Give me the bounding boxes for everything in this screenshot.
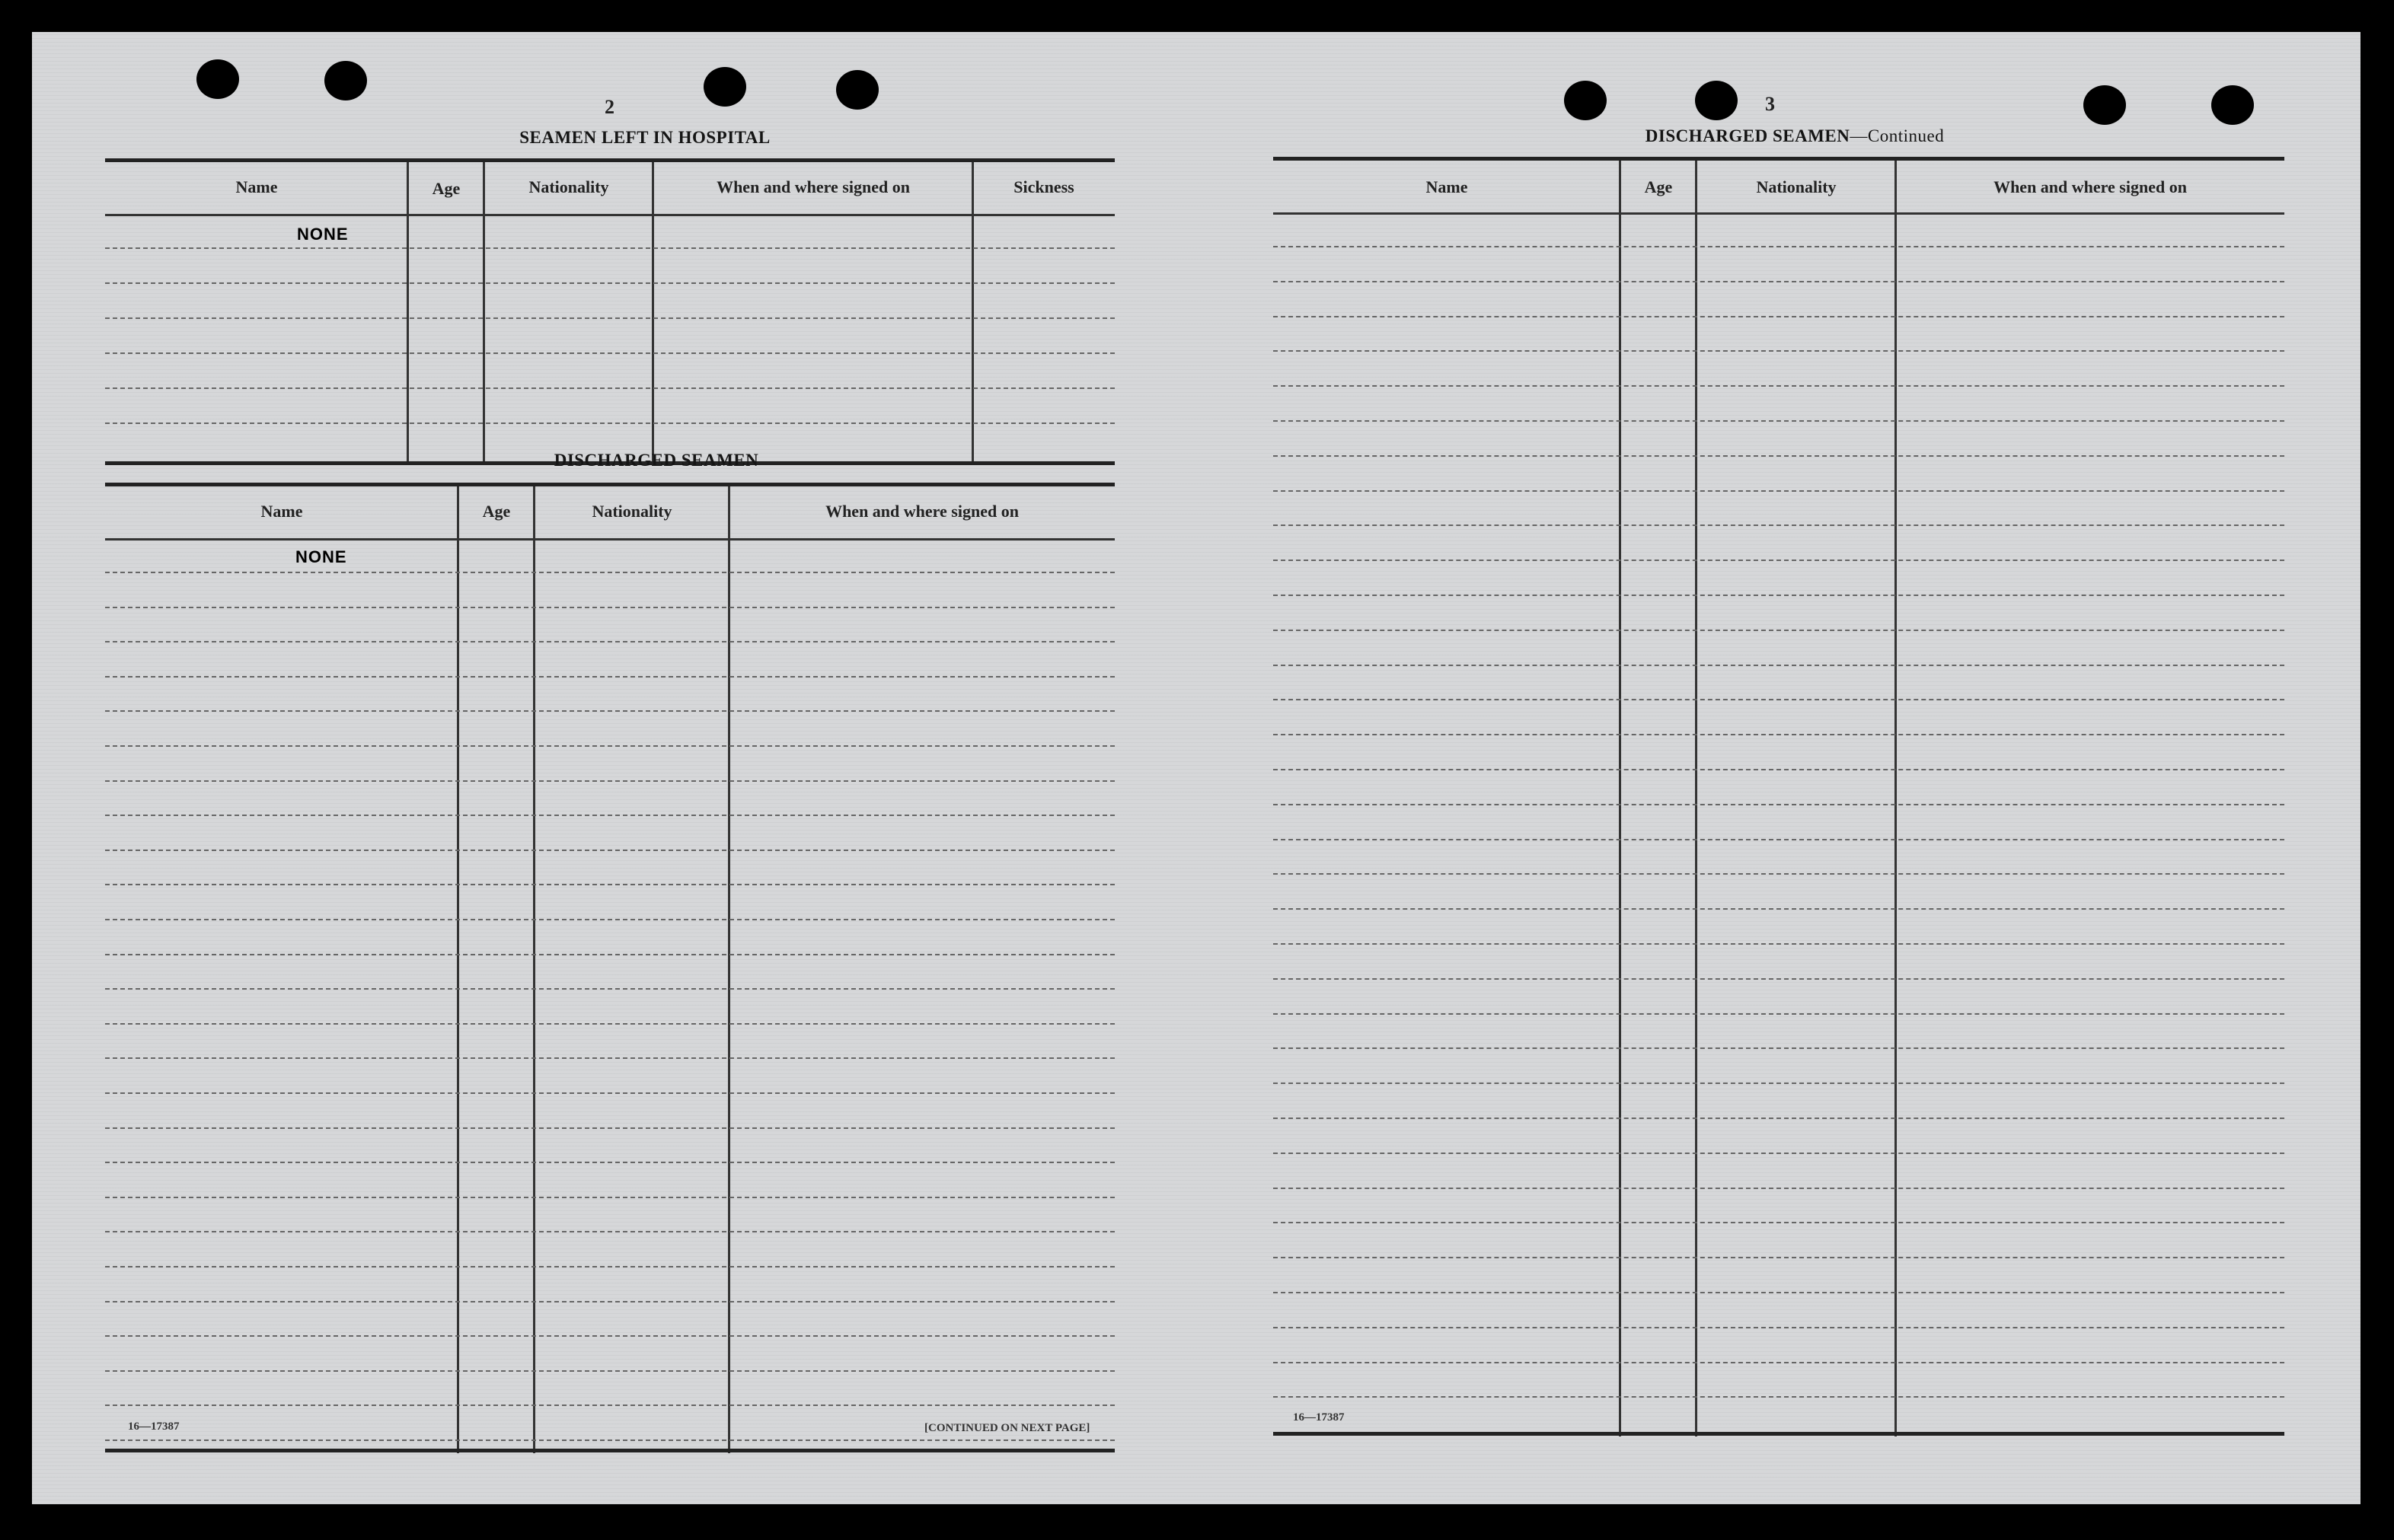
row-line <box>105 815 1115 816</box>
discharged-table-left <box>105 483 1115 1455</box>
header-sickness: Sickness <box>1013 177 1074 196</box>
row-line <box>1273 281 2284 282</box>
row-line <box>1273 595 2284 596</box>
row-line <box>105 1266 1115 1267</box>
row-line <box>105 988 1115 990</box>
row-line <box>1273 385 2284 387</box>
row-line <box>1273 1362 2284 1363</box>
row-line <box>105 919 1115 920</box>
header-age: Age <box>1644 177 1673 196</box>
row-line <box>1273 560 2284 561</box>
row-line <box>105 387 1115 389</box>
row-line <box>1273 699 2284 700</box>
page-number-left: 2 <box>605 96 614 118</box>
row-line <box>105 1162 1115 1163</box>
column-divider <box>1695 161 1697 1436</box>
row-line <box>105 607 1115 608</box>
column-divider <box>728 486 730 1453</box>
row-line <box>105 1440 1115 1441</box>
row-line <box>1273 1396 2284 1398</box>
row-line <box>105 676 1115 678</box>
row-line <box>105 641 1115 642</box>
form-number-right: 16—17387 <box>1293 1411 1345 1424</box>
row-line <box>1273 734 2284 735</box>
row-line <box>105 1197 1115 1198</box>
header-when-where: When and where signed on <box>717 177 910 196</box>
row-line <box>1273 1013 2284 1015</box>
row-line <box>1273 1327 2284 1328</box>
column-divider <box>457 486 459 1453</box>
header-nationality: Nationality <box>1756 177 1837 196</box>
header-name: Name <box>260 502 303 521</box>
row-line <box>1273 978 2284 980</box>
row-line <box>1273 873 2284 875</box>
column-divider <box>1894 161 1897 1436</box>
header-when-where: When and where signed on <box>825 502 1019 521</box>
row-line <box>105 1127 1115 1129</box>
row-line <box>1273 524 2284 526</box>
row-line <box>1273 804 2284 805</box>
row-line <box>1273 1153 2284 1154</box>
discharged-table-header <box>105 486 1115 540</box>
column-divider <box>972 162 974 464</box>
discharged-continued-header <box>1273 161 2284 215</box>
table-bottom-rule <box>1273 1432 2284 1436</box>
row-line <box>105 954 1115 955</box>
row-line <box>105 850 1115 851</box>
row-line <box>105 572 1115 573</box>
row-line <box>1273 769 2284 770</box>
row-line <box>1273 1047 2284 1049</box>
column-divider <box>533 486 535 1453</box>
header-when-where: When and where signed on <box>1993 177 2187 196</box>
row-line <box>1273 665 2284 666</box>
row-line <box>1273 630 2284 631</box>
page-number-right: 3 <box>1765 93 1775 115</box>
punch-hole <box>836 70 879 110</box>
row-line <box>105 1231 1115 1232</box>
row-line <box>1273 1118 2284 1119</box>
row-line <box>105 282 1115 284</box>
table-bottom-rule <box>105 1449 1115 1452</box>
discharged-entry-none: NONE <box>295 547 347 566</box>
column-divider <box>1619 161 1621 1436</box>
header-nationality: Nationality <box>592 502 672 521</box>
header-nationality: Nationality <box>528 177 609 196</box>
punch-hole <box>324 61 367 100</box>
punch-hole <box>2083 85 2126 125</box>
punch-hole <box>704 67 746 107</box>
row-line <box>105 1092 1115 1094</box>
punch-hole <box>2211 85 2254 125</box>
row-line <box>1273 420 2284 422</box>
row-line <box>105 710 1115 712</box>
row-line <box>1273 1292 2284 1293</box>
column-divider <box>407 162 409 464</box>
row-line <box>105 745 1115 747</box>
discharged-section-title: DISCHARGED SEAMEN <box>554 451 759 470</box>
row-line <box>1273 350 2284 352</box>
form-number-left: 16—17387 <box>128 1420 180 1433</box>
row-line <box>1273 908 2284 910</box>
punch-hole <box>196 59 239 99</box>
row-line <box>1273 839 2284 840</box>
hospital-entry-none: NONE <box>297 225 349 244</box>
row-line <box>105 780 1115 782</box>
hospital-table <box>105 158 1115 467</box>
header-age: Age <box>432 179 461 198</box>
column-divider <box>652 162 654 464</box>
row-line <box>1273 1222 2284 1223</box>
continued-note: [CONTINUED ON NEXT PAGE] <box>924 1422 1090 1434</box>
row-line <box>105 1335 1115 1337</box>
row-line <box>105 1301 1115 1302</box>
hospital-section-title: SEAMEN LEFT IN HOSPITAL <box>519 128 771 147</box>
manifest-sheet <box>32 32 2360 1504</box>
row-line <box>1273 1257 2284 1258</box>
header-age: Age <box>482 502 511 521</box>
discharged-continued-title <box>1266 126 2324 146</box>
title-main: DISCHARGED SEAMEN <box>1645 126 1850 145</box>
row-line <box>105 1404 1115 1406</box>
row-line <box>105 1023 1115 1025</box>
row-line <box>105 1370 1115 1372</box>
row-line <box>105 317 1115 319</box>
row-line <box>105 247 1115 249</box>
row-line <box>1273 316 2284 317</box>
row-line <box>1273 246 2284 247</box>
header-name: Name <box>235 177 278 196</box>
discharged-table-right <box>1273 157 2284 1440</box>
column-divider <box>483 162 485 464</box>
row-line <box>105 352 1115 354</box>
title-continued: —Continued <box>1850 126 1945 145</box>
row-line <box>1273 943 2284 945</box>
row-line <box>105 422 1115 424</box>
row-line <box>1273 1082 2284 1084</box>
punch-hole <box>1564 81 1607 120</box>
punch-hole <box>1695 81 1738 120</box>
row-line <box>1273 1188 2284 1189</box>
hospital-table-header <box>105 162 1115 216</box>
row-line <box>105 884 1115 885</box>
header-name: Name <box>1425 177 1468 196</box>
row-line <box>105 1057 1115 1059</box>
row-line <box>1273 455 2284 457</box>
row-line <box>1273 490 2284 492</box>
